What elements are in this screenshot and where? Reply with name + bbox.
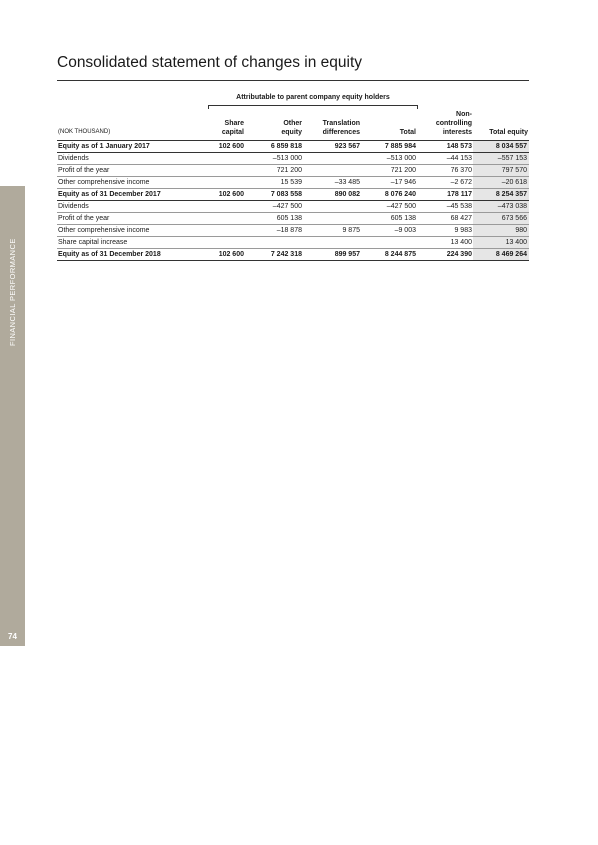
table-cell: 8 034 557: [473, 141, 529, 153]
column-header-line: Share: [224, 120, 244, 127]
row-label: Profit of the year: [57, 213, 205, 225]
table-cell: [205, 201, 245, 213]
column-header-non-controlling-interests: [417, 110, 473, 141]
table-cell: –513 000: [361, 153, 417, 165]
column-header-total-equity: [473, 110, 529, 141]
units-label: (NOK THOUSAND): [58, 129, 111, 135]
table-cell: 797 570: [473, 165, 529, 177]
table-cell: [361, 237, 417, 249]
table-cell: –45 538: [417, 201, 473, 213]
table-cell: –427 500: [361, 201, 417, 213]
page-title: Consolidated statement of changes in equity: [57, 54, 363, 71]
table-cell: 224 390: [417, 249, 473, 261]
table-cell: 721 200: [361, 165, 417, 177]
section-side-label-text: FINANCIAL PERFORMANCE: [8, 238, 17, 346]
table-cell: 102 600: [205, 189, 245, 201]
table-cell: 923 567: [303, 141, 361, 153]
table-cell: –2 672: [417, 177, 473, 189]
table-cell: 7 885 984: [361, 141, 417, 153]
table-cell: 605 138: [361, 213, 417, 225]
table-cell: 7 242 318: [245, 249, 303, 261]
table-cell: [303, 165, 361, 177]
table-cell: –513 000: [245, 153, 303, 165]
table-cell: 148 573: [417, 141, 473, 153]
column-header-other-equity: [245, 110, 303, 141]
table-cell: –20 618: [473, 177, 529, 189]
table-cell: 721 200: [245, 165, 303, 177]
column-header-line: Total equity: [489, 129, 528, 136]
table-cell: 8 469 264: [473, 249, 529, 261]
table-cell: [303, 237, 361, 249]
table-cell: 899 957: [303, 249, 361, 261]
table-cell: 13 400: [417, 237, 473, 249]
column-header-line: Translation: [322, 120, 360, 127]
table-cell: –17 946: [361, 177, 417, 189]
table-row: [57, 225, 529, 237]
table-cell: 8 254 357: [473, 189, 529, 201]
table-cell: [303, 213, 361, 225]
row-label: Share capital increase: [57, 237, 205, 249]
table-cell: [205, 225, 245, 237]
table-row: [57, 153, 529, 165]
group-bracket: [208, 105, 418, 109]
column-header-line: capital: [221, 129, 244, 136]
table-cell: 9 875: [303, 225, 361, 237]
title-rule: [57, 80, 529, 81]
table-cell: [303, 201, 361, 213]
table-cell: [205, 165, 245, 177]
table-cell: –33 485: [303, 177, 361, 189]
table-cell: 8 076 240: [361, 189, 417, 201]
table-cell: 102 600: [205, 249, 245, 261]
table-row: [57, 237, 529, 249]
column-header-translation-differences: [303, 110, 361, 141]
column-header-share-capital: [205, 110, 245, 141]
column-header-line: differences: [322, 129, 360, 136]
row-label: Dividends: [57, 153, 205, 165]
table-cell: 68 427: [417, 213, 473, 225]
table-cell: 673 566: [473, 213, 529, 225]
table-cell: 15 539: [245, 177, 303, 189]
table-cell: 605 138: [245, 213, 303, 225]
row-label: Other comprehensive income: [57, 177, 205, 189]
equity-table: [57, 110, 529, 261]
table-cell: [205, 237, 245, 249]
table-row: [57, 201, 529, 213]
section-side-label: [0, 186, 25, 346]
table-cell: 980: [473, 225, 529, 237]
column-header-line: Other: [283, 120, 302, 127]
group-header: Attributable to parent company equity holders: [236, 94, 390, 101]
table-row: [57, 165, 529, 177]
row-label: Other comprehensive income: [57, 225, 205, 237]
table-row: [57, 189, 529, 201]
row-label: Dividends: [57, 201, 205, 213]
table-row: [57, 177, 529, 189]
table-cell: [205, 213, 245, 225]
table-cell: –473 038: [473, 201, 529, 213]
column-header-line: equity: [281, 129, 302, 136]
table-cell: [245, 237, 303, 249]
column-header-line: interests: [442, 129, 472, 136]
table-cell: 8 244 875: [361, 249, 417, 261]
column-header-line: controlling: [435, 120, 472, 127]
table-header-row: [57, 110, 529, 141]
table-row: [57, 141, 529, 153]
table-cell: –9 003: [361, 225, 417, 237]
table-cell: 6 859 818: [245, 141, 303, 153]
page-number: 74: [8, 632, 17, 641]
table-cell: 9 983: [417, 225, 473, 237]
table-cell: [205, 153, 245, 165]
row-label: Profit of the year: [57, 165, 205, 177]
row-label: Equity as of 31 December 2017: [57, 189, 205, 201]
table-cell: –18 878: [245, 225, 303, 237]
table-body: [57, 141, 529, 261]
column-header-total: [361, 110, 417, 141]
table-cell: 102 600: [205, 141, 245, 153]
row-label: Equity as of 31 December 2018: [57, 249, 205, 261]
column-header-line: Non-: [456, 111, 472, 118]
table-row: [57, 213, 529, 225]
table-cell: 890 082: [303, 189, 361, 201]
table-cell: 7 083 558: [245, 189, 303, 201]
table-cell: 13 400: [473, 237, 529, 249]
table-cell: [303, 153, 361, 165]
table-cell: –557 153: [473, 153, 529, 165]
table-cell: 178 117: [417, 189, 473, 201]
table-cell: –427 500: [245, 201, 303, 213]
column-header-line: Total: [399, 129, 416, 136]
table-cell: [205, 177, 245, 189]
table-cell: –44 153: [417, 153, 473, 165]
table-row: [57, 249, 529, 261]
row-label: Equity as of 1 January 2017: [57, 141, 205, 153]
table-cell: 76 370: [417, 165, 473, 177]
